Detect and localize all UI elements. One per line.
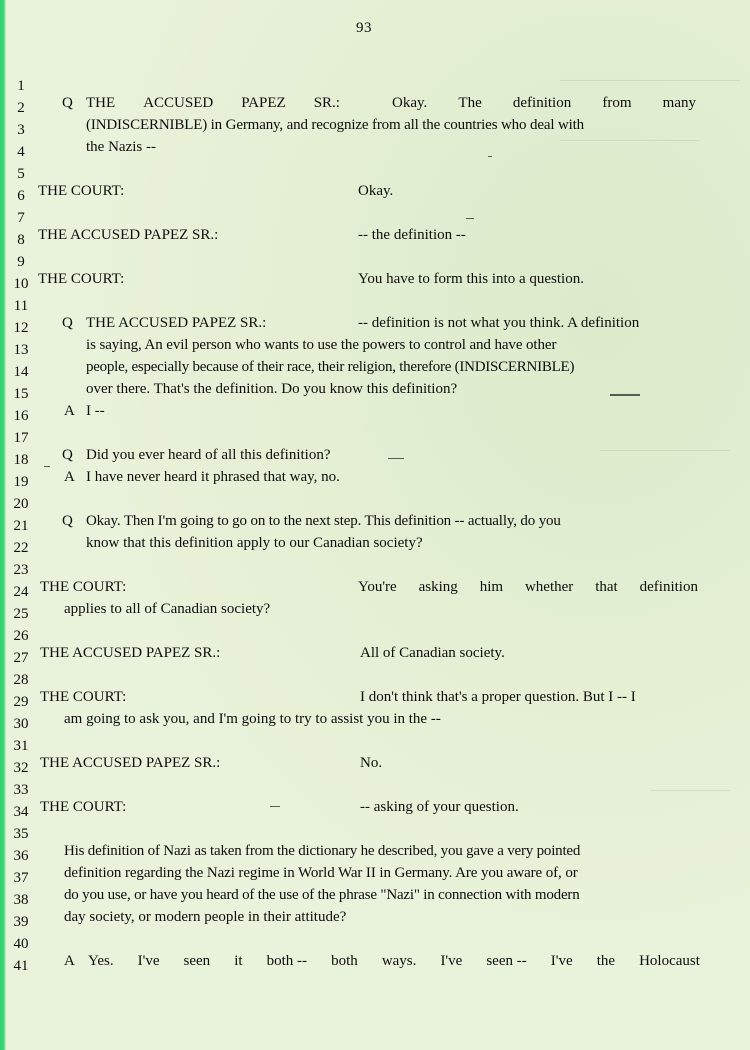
testimony-line: am going to ask you, and I'm going to try to assist you in the --	[64, 711, 441, 727]
line-number: 27	[13, 650, 29, 666]
testimony-line: applies to all of Canadian society?	[64, 601, 271, 617]
testimony-line: No.	[360, 755, 383, 771]
line-number: 39	[13, 914, 29, 930]
line-number: 18	[13, 452, 29, 468]
testimony-word: definition	[512, 95, 572, 111]
testimony-line: I don't think that's a proper question. But I -- I	[360, 689, 636, 705]
scan-speck	[270, 806, 280, 807]
speaker-label: THE COURT:	[40, 579, 127, 595]
line-number: 19	[13, 474, 29, 490]
scan-speck	[44, 466, 50, 467]
line-number: 12	[13, 320, 29, 336]
answer-marker: A	[64, 953, 75, 969]
scan-speck	[488, 156, 492, 157]
testimony-line	[88, 952, 700, 970]
question-marker: Q	[62, 513, 73, 529]
line-number: 26	[13, 628, 29, 644]
testimony-line: -- the definition --	[358, 227, 466, 243]
page-number: 93	[356, 20, 372, 36]
line-number: 4	[17, 144, 25, 160]
line-number: 14	[13, 364, 29, 380]
line-number: 29	[13, 694, 29, 710]
testimony-line: I have never heard it phrased that way, no.	[86, 469, 340, 485]
testimony-line: I --	[86, 403, 105, 419]
line-number: 30	[13, 716, 29, 732]
testimony-word: ways.	[381, 953, 417, 969]
testimony-word: many	[662, 95, 696, 111]
testimony-line: know that this definition apply to our Canadian society?	[86, 535, 423, 551]
testimony-line: definition regarding the Nazi regime in World War II in Germany. Are you aware of, or	[64, 865, 578, 881]
scan-speck	[388, 458, 404, 459]
bleed-through-mark	[560, 140, 700, 141]
line-number: 40	[13, 936, 29, 952]
testimony-word: it	[234, 953, 243, 969]
testimony-line: You have to form this into a question.	[358, 271, 584, 287]
testimony-word: both --	[266, 953, 308, 969]
testimony-line: day society, or modern people in their attitude?	[64, 909, 347, 925]
testimony-word: definition	[639, 579, 698, 595]
scan-speck	[466, 218, 474, 219]
line-number: 23	[13, 562, 29, 578]
testimony-line: -- definition is not what you think. A definition	[358, 315, 640, 331]
speaker-label: THE COURT:	[40, 689, 127, 705]
testimony-word: him	[479, 579, 504, 595]
testimony-line	[392, 94, 696, 112]
line-number: 9	[17, 254, 25, 270]
testimony-line: the Nazis --	[86, 139, 156, 155]
line-number: 6	[17, 188, 25, 204]
testimony-word: from	[602, 95, 632, 111]
bleed-through-mark	[650, 790, 730, 791]
speaker-word: ACCUSED	[143, 95, 214, 111]
testimony-word: I've	[550, 953, 573, 969]
line-number: 31	[13, 738, 29, 754]
line-number: 17	[13, 430, 29, 446]
testimony-word: whether	[524, 579, 574, 595]
line-number: 15	[13, 386, 29, 402]
speaker-word: SR.:	[313, 95, 340, 111]
testimony-line	[358, 578, 698, 596]
line-number: 37	[13, 870, 29, 886]
line-number: 5	[17, 166, 25, 182]
speaker-label: THE ACCUSED PAPEZ SR.:	[86, 315, 267, 331]
testimony-word: the	[596, 953, 616, 969]
line-number: 35	[13, 826, 29, 842]
testimony-line: Okay.	[358, 183, 394, 199]
line-number: 36	[13, 848, 29, 864]
speaker-word: PAPEZ	[241, 95, 286, 111]
testimony-word: Yes.	[88, 953, 114, 969]
line-number: 3	[17, 122, 25, 138]
speaker-label: THE COURT:	[40, 799, 127, 815]
line-number: 16	[13, 408, 29, 424]
line-number: 7	[17, 210, 25, 226]
testimony-line: -- asking of your question.	[360, 799, 519, 815]
line-number: 1	[17, 78, 25, 94]
speaker-label: THE ACCUSED PAPEZ SR.:	[38, 227, 219, 243]
testimony-line: over there. That's the definition. Do you know this definition?	[86, 381, 458, 397]
answer-marker: A	[64, 403, 75, 419]
scan-speck	[610, 394, 640, 396]
testimony-line: is saying, An evil person who wants to use the powers to control and have other	[86, 337, 557, 353]
testimony-line: people, especially because of their race, their religion, therefore (INDISCERNIBLE)	[86, 359, 575, 375]
testimony-line: His definition of Nazi as taken from the dictionary he described, you gave a very pointed	[64, 843, 581, 859]
line-number: 28	[13, 672, 29, 688]
line-number: 8	[17, 232, 25, 248]
testimony-line: Did you ever heard of all this definition?	[86, 447, 331, 463]
line-number: 25	[13, 606, 29, 622]
question-marker: Q	[62, 447, 73, 463]
line-number: 22	[13, 540, 29, 556]
speaker-word: THE	[86, 95, 116, 111]
bleed-through-mark	[560, 80, 740, 81]
line-number: 24	[13, 584, 29, 600]
answer-marker: A	[64, 469, 75, 485]
testimony-line: (INDISCERNIBLE) in Germany, and recognize from all the countries who deal with	[86, 117, 585, 133]
testimony-line: Okay. Then I'm going to go on to the next step. This definition -- actually, do you	[86, 513, 561, 529]
question-marker: Q	[62, 95, 73, 111]
testimony-word: both	[331, 953, 358, 969]
speaker-label	[86, 94, 340, 112]
testimony-word: You're	[358, 579, 397, 595]
testimony-word: Holocaust	[639, 953, 700, 969]
speaker-label: THE COURT:	[38, 183, 125, 199]
line-number: 33	[13, 782, 29, 798]
line-number: 41	[13, 958, 29, 974]
testimony-word: seen --	[486, 953, 527, 969]
line-number: 13	[13, 342, 29, 358]
line-number: 32	[13, 760, 29, 776]
line-number: 2	[17, 100, 25, 116]
testimony-word: The	[458, 95, 482, 111]
testimony-word: seen	[183, 953, 211, 969]
speaker-label: THE ACCUSED PAPEZ SR.:	[40, 755, 221, 771]
testimony-word: I've	[137, 953, 160, 969]
testimony-word: asking	[418, 579, 458, 595]
line-number: 21	[13, 518, 29, 534]
line-number: 11	[13, 298, 29, 314]
bleed-through-mark	[600, 450, 730, 451]
testimony-word: that	[595, 579, 618, 595]
line-number: 34	[13, 804, 29, 820]
testimony-word: Okay.	[392, 95, 428, 111]
testimony-line: All of Canadian society.	[360, 645, 505, 661]
question-marker: Q	[62, 315, 73, 331]
speaker-label: THE ACCUSED PAPEZ SR.:	[40, 645, 221, 661]
testimony-word: I've	[440, 953, 463, 969]
line-number: 10	[13, 276, 29, 292]
line-number: 20	[13, 496, 29, 512]
line-number: 38	[13, 892, 29, 908]
testimony-line: do you use, or have you heard of the use of the phrase "Nazi" in connection with modern	[64, 887, 580, 903]
speaker-label: THE COURT:	[38, 271, 125, 287]
